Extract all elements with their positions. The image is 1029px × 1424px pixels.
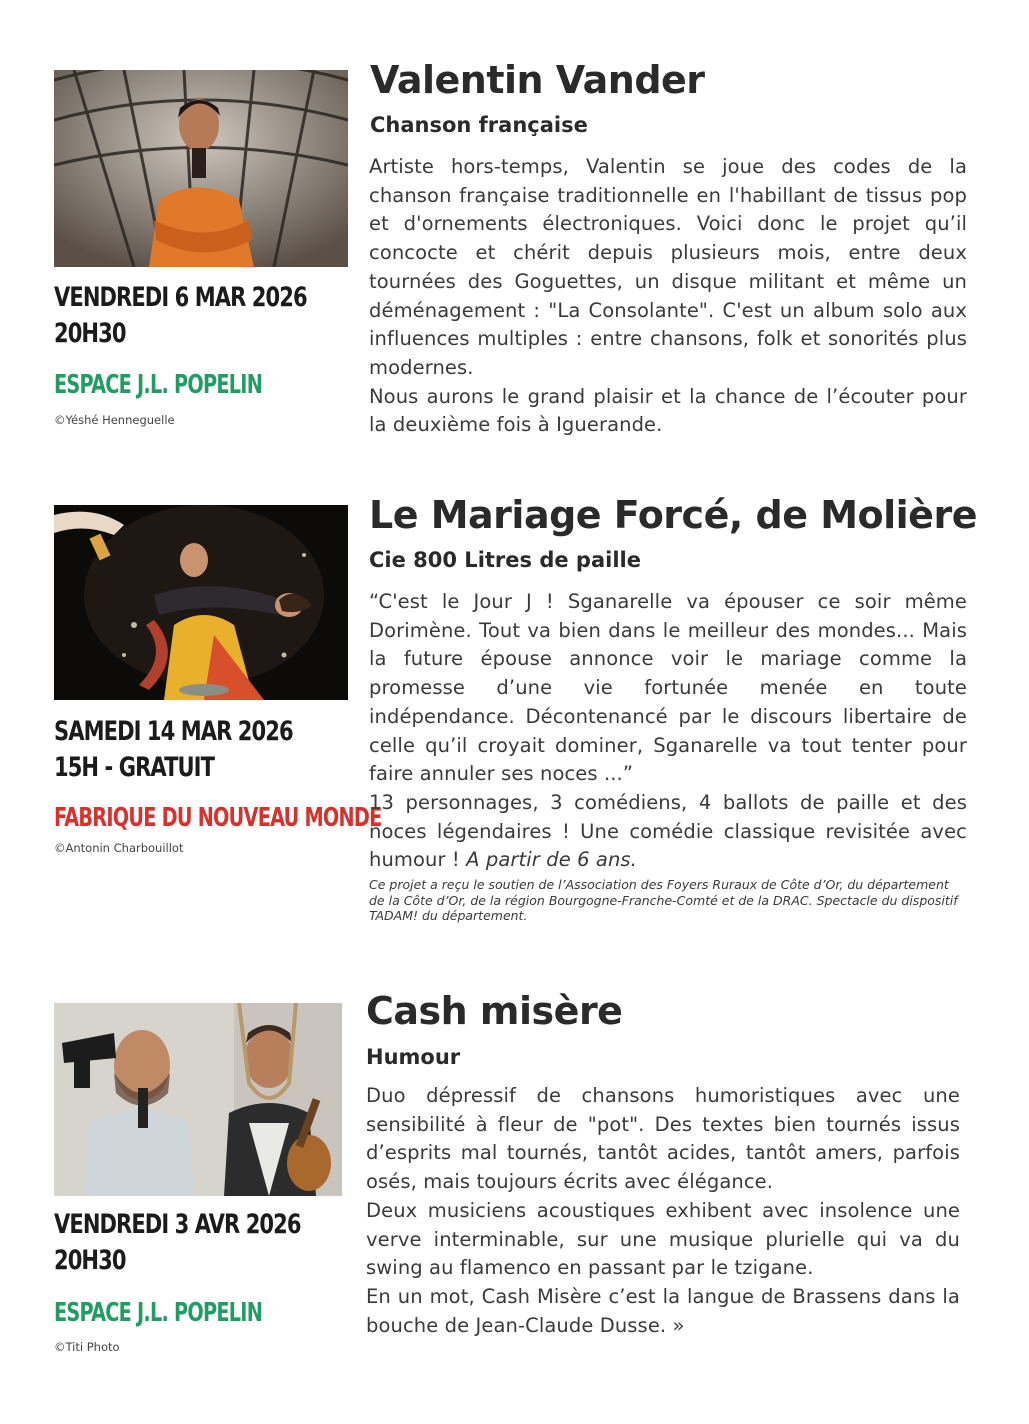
event-description <box>369 588 967 875</box>
photo-credit: ©Antonin Charbouillot <box>54 841 184 855</box>
event-date-day: VENDREDI 6 MAR 2026 <box>54 282 307 313</box>
event-title: Cash misère <box>366 989 623 1033</box>
event-subtitle: Cie 800 Litres de paille <box>369 548 641 572</box>
event-date-day: SAMEDI 14 MAR 2026 <box>54 716 293 747</box>
photo-credit: ©Yéshé Henneguelle <box>54 413 175 427</box>
description-paragraph: En un mot, Cash Misère c’est la langue de Brassens dans la bouche de Jean-Claude Dusse. » <box>366 1284 960 1337</box>
event-photo <box>54 70 348 267</box>
event-date-time: 20H30 <box>54 318 126 349</box>
description-text: 13 personnages, 3 comédiens, 4 ballots de paille et des noces légendaires ! Une comédie classique revisitée avec humour ! <box>369 790 967 872</box>
description-paragraph <box>369 789 967 875</box>
event-venue: FABRIQUE DU NOUVEAU MONDE <box>54 803 382 833</box>
event-description <box>369 153 967 440</box>
event-venue: ESPACE J.L. POPELIN <box>54 1298 263 1328</box>
photo-credit: ©Titi Photo <box>54 1340 120 1354</box>
event-venue: ESPACE J.L. POPELIN <box>54 370 263 400</box>
description-paragraph: Nous aurons le grand plaisir et la chance de l’écouter pour la deuxième fois à Iguerande. <box>369 384 967 437</box>
age-note: A partir de 6 ans. <box>466 848 637 872</box>
event-date-time: 20H30 <box>54 1245 126 1276</box>
event-title: Le Mariage Forcé, de Molière <box>369 493 977 537</box>
event-photo <box>54 1003 342 1196</box>
event-date <box>54 280 307 352</box>
description-paragraph: Duo dépressif de chansons humoristiques avec une sensibilité à fleur de "pot". Des textes bien tournés issus d’esprits mal tournés, tantôt acides, tantôt amers, parfois osés, mais toujours écrits avec élégance. <box>366 1084 960 1194</box>
description-paragraph: Deux musiciens acoustiques exhibent avec insolence une verve interminable, sur une musique plurielle qui va du swing au flamenco en passant par le tzigane. <box>366 1198 960 1280</box>
event-title: Valentin Vander <box>370 58 705 102</box>
event-date <box>54 714 293 786</box>
event-date-time: 15H - GRATUIT <box>54 752 215 783</box>
event-subtitle: Chanson française <box>370 113 588 137</box>
description-paragraph: “C'est le Jour J ! Sganarelle va épouser ce soir même Dorimène. Tout va bien dans le meilleur des mondes... Mais la future épouse annonce voir le mariage comme la promesse d’une vie fortunée menée en toute indépendance. Décontenancé par le discours libertaire de celle qu’il croyait dominer, Sganarelle va tout tenter pour faire annuler ses noces ...” <box>369 590 967 786</box>
event-photo <box>54 505 348 700</box>
event-date-day: VENDREDI 3 AVR 2026 <box>54 1209 301 1240</box>
event-subtitle: Humour <box>366 1045 461 1069</box>
event-description <box>366 1082 960 1340</box>
support-note: Ce projet a reçu le soutien de l’Association des Foyers Ruraux de Côte d’Or, du département de la Côte d’Or, de la région Bourgogne-Franche-Comté et de la DRAC. Spectacle du dispositif TADAM! du département. <box>369 877 958 923</box>
event-date <box>54 1207 301 1279</box>
description-paragraph: Artiste hors-temps, Valentin se joue des codes de la chanson française traditionnelle en l'habillant de tissus pop et d'ornements électroniques. Voici donc le projet qu’il concocte et chérit depuis plusieurs mois, entre deux tournées des Goguettes, un disque militant et même un déménagement : "La Consolante". C'est un album solo aux influences multiples : entre chansons, folk et sonorités plus modernes. <box>369 155 967 379</box>
